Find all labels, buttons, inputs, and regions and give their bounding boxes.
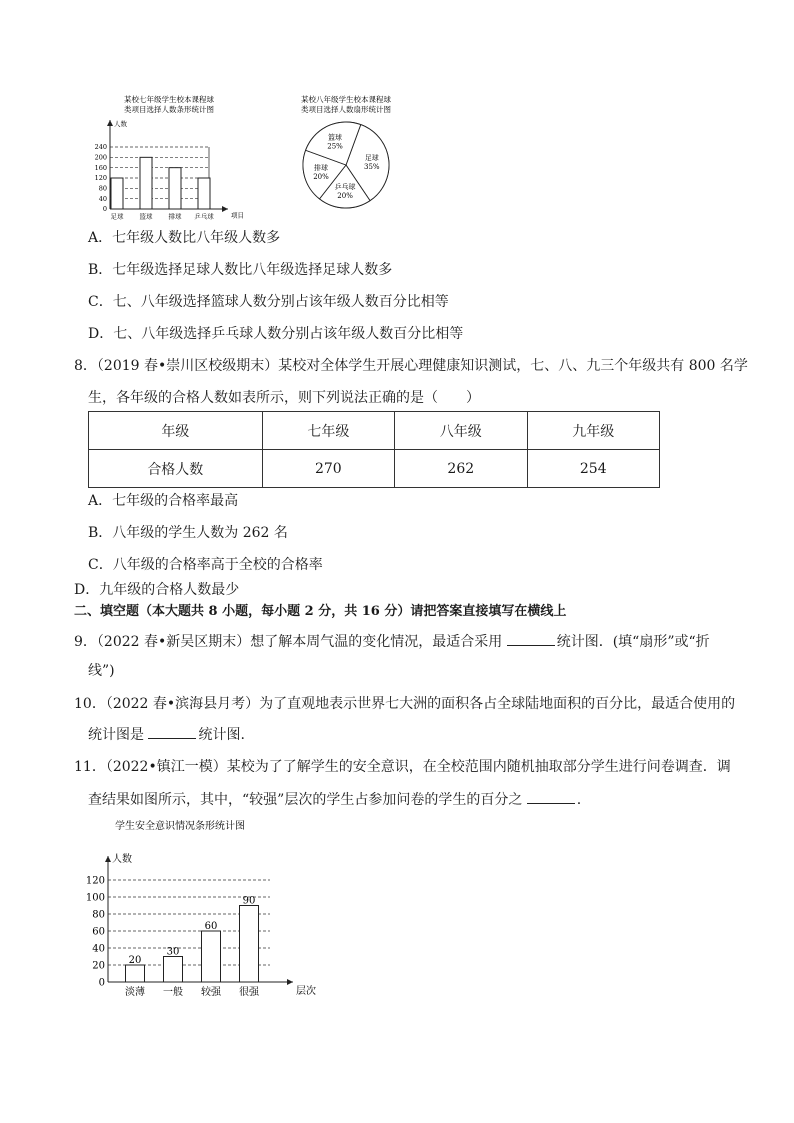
q10-text-b: 统计图. — [198, 727, 245, 743]
bar — [240, 906, 259, 983]
y-tick-label: 0 — [102, 205, 107, 214]
bar-value-label: 60 — [204, 921, 218, 932]
grade8-pie-chart — [296, 90, 416, 216]
x-tick-label: 足球 — [110, 212, 124, 221]
y-tick-label: 20 — [92, 960, 105, 972]
table-cell: 254 — [527, 450, 659, 488]
bar1-title-line2: 类项目选择人数条形统计图 — [124, 105, 214, 114]
q7-option-d: D．七、八年级选择乒乓球人数分别占该年级人数百分比相等 — [88, 326, 464, 342]
q9-text-b: 统计图．(填“扇形”或“折 — [556, 634, 710, 650]
bar-value-label: 90 — [242, 895, 256, 907]
bar — [126, 965, 145, 982]
q9-stem-line1 — [74, 631, 710, 652]
q9-answer-blank[interactable] — [507, 631, 555, 646]
y-tick-label: 60 — [92, 926, 105, 938]
section-heading-fill-blank: 二、填空题（本大题共 8 小题，每小题 2 分，共 16 分）请把答案直接填写在横线上 — [74, 604, 567, 619]
y-axis-label: 人数 — [112, 854, 132, 865]
x-tick-label: 很强 — [239, 987, 259, 998]
x-tick-label: 较强 — [201, 987, 221, 998]
q8-option-b: B．八年级的学生人数为 262 名 — [88, 525, 288, 541]
y-tick-label: 160 — [94, 163, 107, 172]
table-row — [89, 450, 660, 488]
bar — [111, 178, 123, 209]
pie-slice-percent: 25% — [327, 142, 343, 151]
bar — [198, 178, 210, 209]
q8-stem-line2: 生，各年级的合格人数如表所示，则下列说法正确的是（ ） — [88, 390, 480, 406]
q8-option-d: D．九年级的合格人数最少 — [74, 582, 240, 598]
bar2-title: 学生安全意识情况条形统计图 — [115, 821, 245, 832]
y-tick-label: 120 — [94, 174, 107, 183]
table-cell: 262 — [395, 450, 527, 488]
q11-text-b: . — [576, 792, 582, 808]
bar-value-label: 30 — [166, 946, 180, 958]
table-header-row — [89, 412, 660, 450]
table-cell: 270 — [262, 450, 394, 488]
q8-option-a: A．七年级的合格率最高 — [88, 493, 239, 509]
q11-stem-line1: 11．（2022•镇江一模）某校为了了解学生的安全意识，在全校范围内随机抽取部分学生进行问卷调查．调 — [74, 759, 731, 775]
q7-option-a: A．七年级人数比八年级人数多 — [88, 230, 281, 246]
table-header-cell: 九年级 — [527, 412, 659, 450]
x-tick-label: 排球 — [168, 212, 182, 221]
x-tick-label: 乒乓球 — [194, 212, 214, 221]
y-tick-label: 80 — [92, 909, 105, 921]
safety-awareness-bar-chart — [80, 818, 330, 998]
q7-option-b: B．七年级选择足球人数比八年级选择足球人数多 — [88, 262, 393, 278]
q8-stem-line1: 8．（2019 春•崇川区校级期末）某校对全体学生开展心理健康知识测试，七、八、九三个年级共有 800 名学 — [74, 358, 748, 374]
q10-answer-blank[interactable] — [148, 724, 196, 739]
q10-text-a: 统计图是 — [88, 727, 149, 743]
y-axis-arrow-icon — [107, 120, 113, 126]
pie-slice-percent: 35% — [364, 162, 380, 171]
pie-slice-label: 乒乓球 — [334, 182, 356, 191]
q9-stem-line2: 线”) — [88, 663, 115, 679]
bar — [140, 157, 152, 209]
grade7-bar-chart — [86, 90, 266, 222]
y-tick-label: 0 — [98, 977, 105, 989]
x-axis-label: 项目 — [231, 211, 244, 220]
x-tick-label: 淡薄 — [125, 987, 145, 998]
x-axis-label: 层次 — [296, 986, 316, 997]
y-tick-label: 40 — [92, 943, 105, 955]
y-tick-label: 120 — [85, 875, 105, 887]
pie-slice-label: 排球 — [314, 164, 329, 173]
pie-slice-percent: 20% — [313, 173, 329, 182]
q11-text-a: 查结果如图所示，其中，“较强”层次的学生占参加问卷的学生的百分之 — [88, 792, 527, 808]
x-axis-arrow-icon — [222, 206, 228, 212]
pie-slice-label: 篮球 — [328, 133, 343, 142]
q7-option-c: C．七、八年级选择篮球人数分别占该年级人数百分比相等 — [88, 294, 449, 310]
bar — [169, 168, 181, 209]
y-tick-label: 240 — [94, 143, 107, 152]
x-tick-label: 篮球 — [139, 212, 153, 221]
pie-title-line2: 类项目选择人数扇形统计图 — [301, 105, 391, 114]
q10-stem-line1: 10．（2022 春•滨海县月考）为了直观地表示世界七大洲的面积各占全球陆地面积的百分比，最适合使用的 — [74, 696, 736, 712]
q11-answer-blank[interactable] — [527, 789, 575, 804]
pie-title-line1: 某校八年级学生校本课程球 — [301, 95, 391, 104]
bar-value-label: 20 — [128, 955, 142, 966]
y-tick-label: 80 — [98, 184, 107, 193]
bar — [164, 957, 183, 983]
x-tick-label: 一般 — [163, 987, 183, 998]
y-tick-label: 200 — [94, 153, 107, 162]
pass-count-table — [88, 411, 660, 488]
table-cell: 合格人数 — [89, 450, 263, 488]
table-header-cell: 七年级 — [262, 412, 394, 450]
y-axis-arrow-icon — [105, 856, 111, 862]
y-axis-label: 人数 — [114, 120, 127, 128]
pie-slice-label: 足球 — [364, 153, 379, 162]
q10-stem-line2 — [88, 724, 245, 745]
table-header-cell: 年级 — [89, 412, 263, 450]
pie-slice-percent: 20% — [337, 191, 353, 200]
bar1-title-line1: 某校七年级学生校本课程球 — [124, 95, 214, 104]
y-tick-label: 100 — [85, 892, 105, 904]
q9-text-a: 9．（2022 春•新吴区期末）想了解本周气温的变化情况，最适合采用 — [74, 634, 507, 650]
q8-option-c: C．八年级的合格率高于全校的合格率 — [88, 557, 323, 573]
q11-stem-line2 — [88, 789, 581, 810]
y-tick-label: 40 — [98, 194, 107, 203]
x-axis-arrow-icon — [287, 979, 293, 985]
table-header-cell: 八年级 — [395, 412, 527, 450]
bar — [202, 931, 221, 982]
